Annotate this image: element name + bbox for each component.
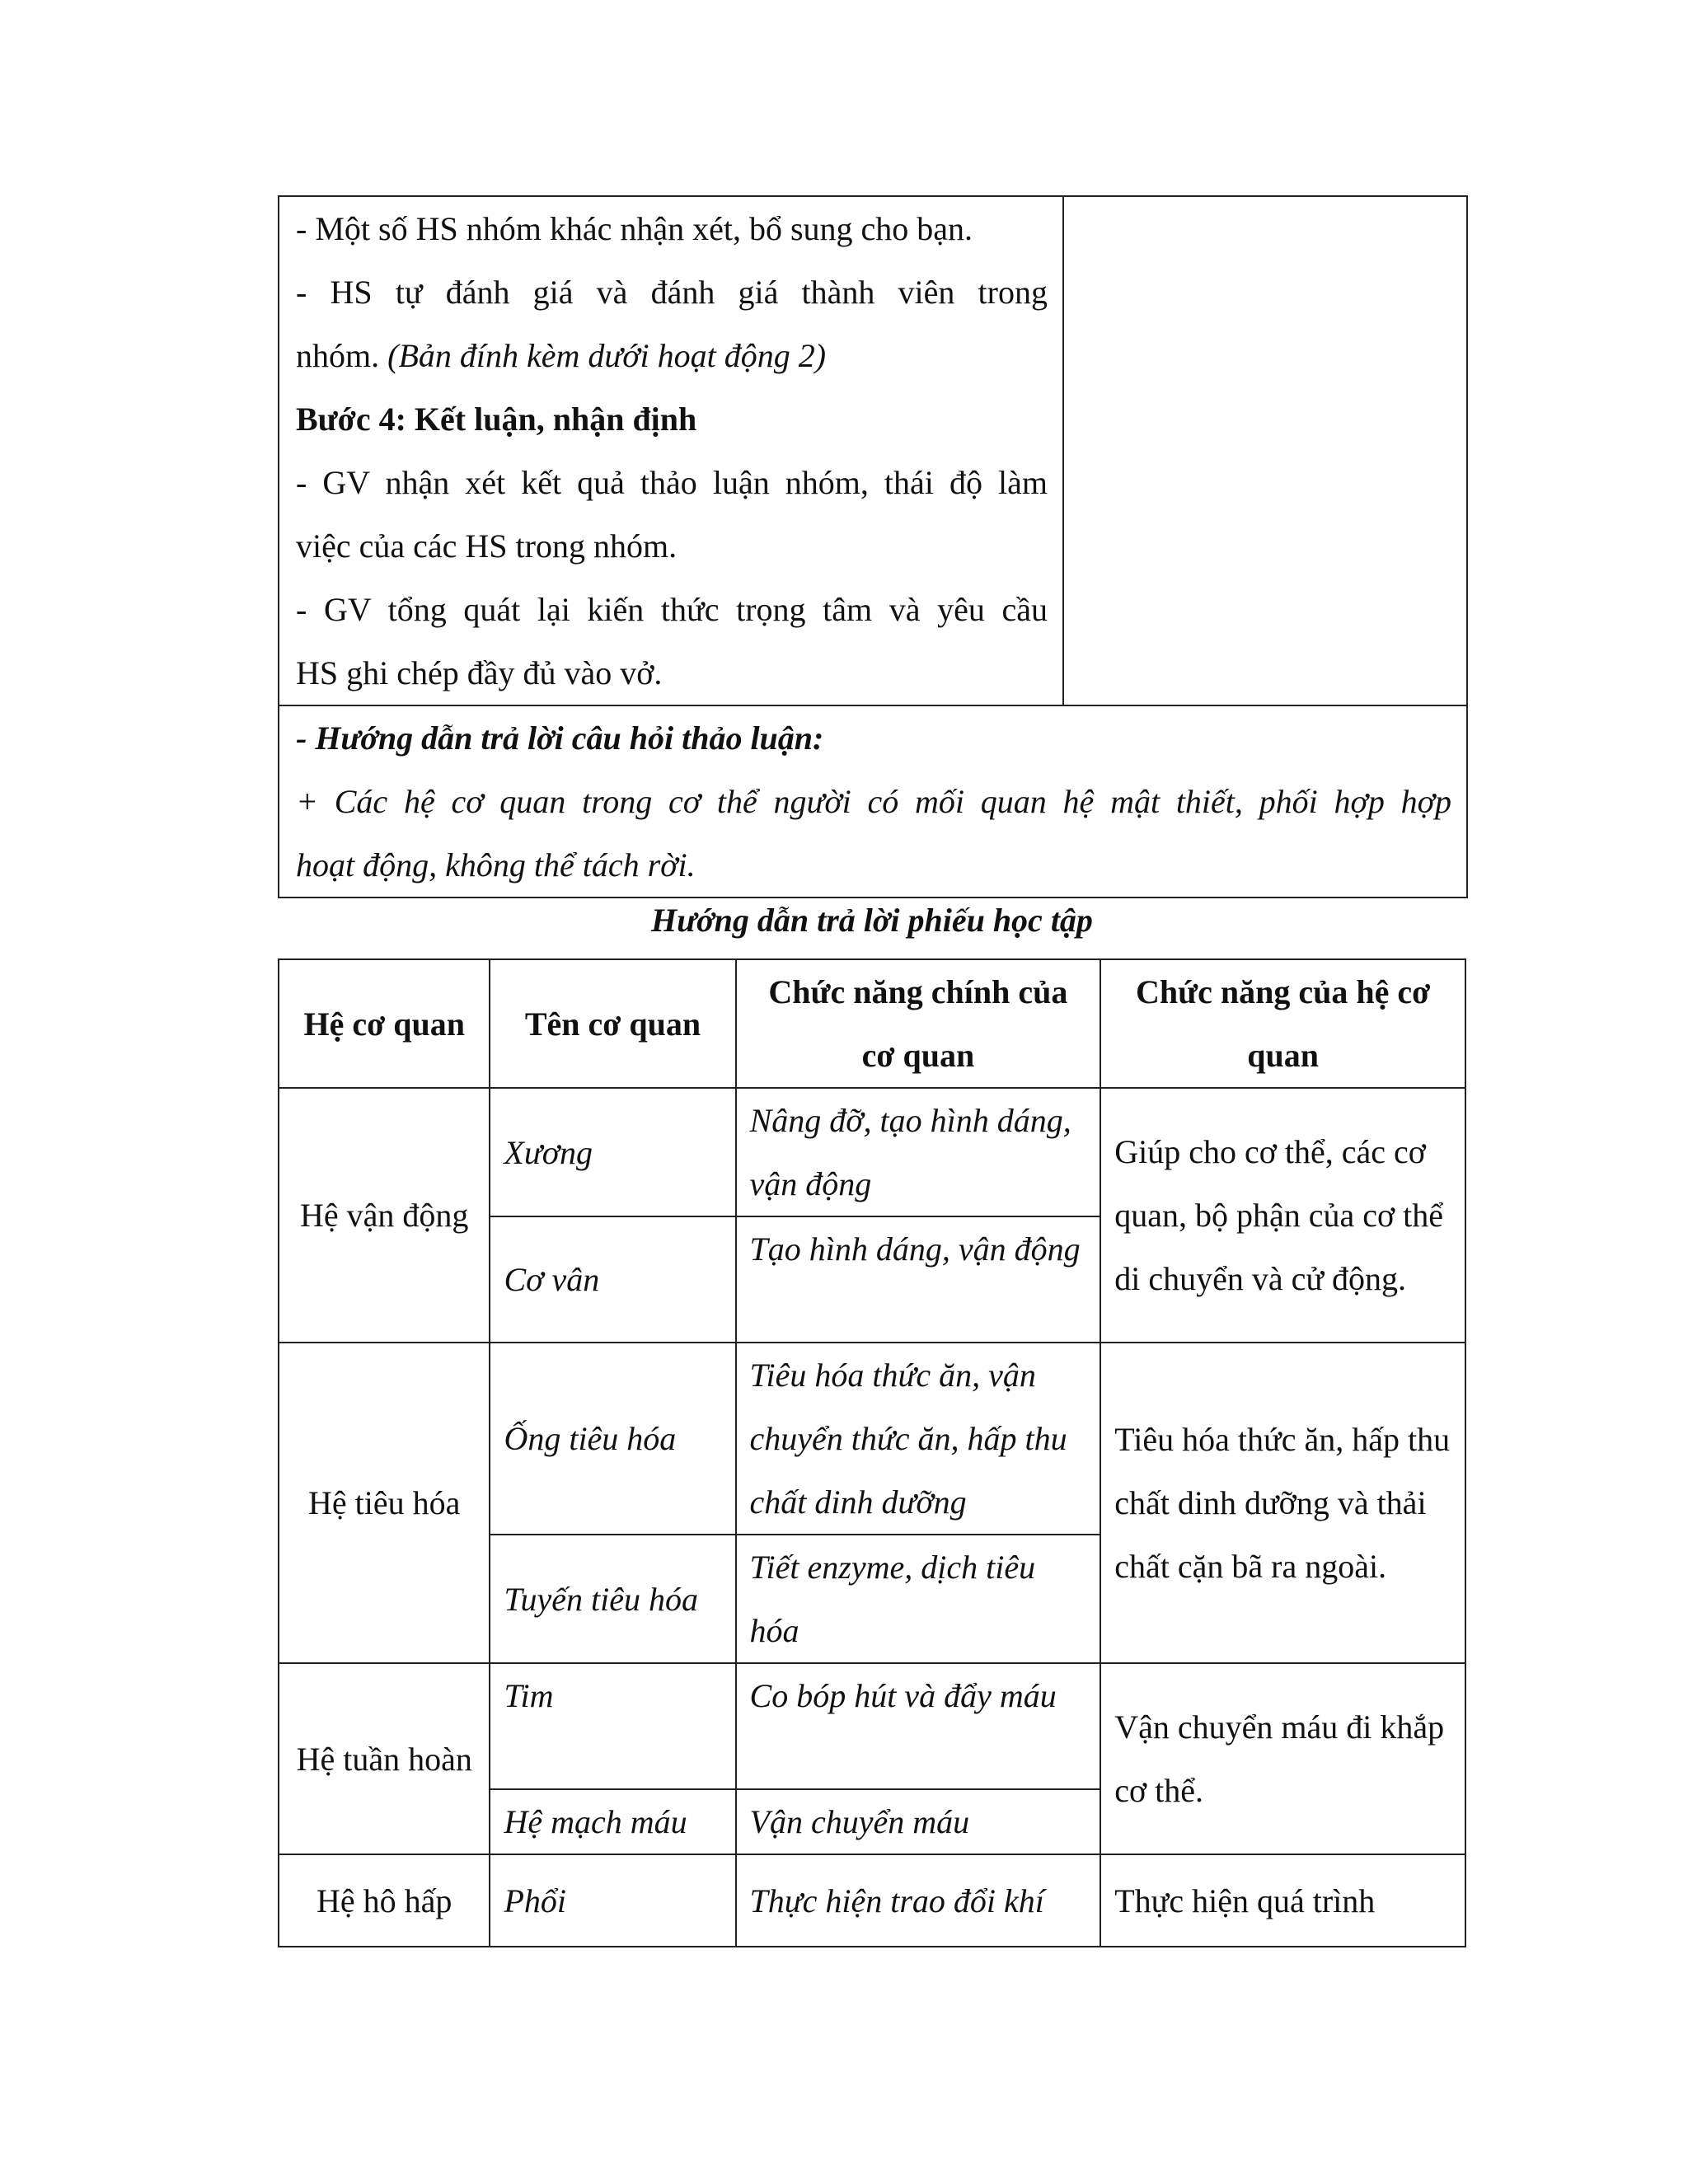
system-function: Tiêu hóa thức ăn, hấp thu chất dinh dưỡng và thải chất cặn bã ra ngoài. (1100, 1343, 1465, 1663)
activity-cell (279, 196, 1063, 705)
table-row (279, 1088, 1465, 1216)
organ-name: Cơ vân (490, 1216, 735, 1343)
activity-line: - GV nhận xét kết quả thảo luận nhóm, thái độ làm (296, 464, 1048, 501)
header-organ-function: Chức năng chính của cơ quan (736, 959, 1101, 1088)
activity-table (278, 195, 1468, 898)
activity-line: - GV tổng quát lại kiến thức trọng tâm và yêu cầu (296, 591, 1048, 628)
organ-function: Nâng đỡ, tạo hình dáng, vận động (736, 1088, 1101, 1216)
table-row (279, 1343, 1465, 1535)
header-row (279, 959, 1465, 1088)
table-row (279, 1854, 1465, 1947)
header-organ: Tên cơ quan (490, 959, 735, 1088)
organ-name: Tuyến tiêu hóa (490, 1535, 735, 1663)
organ-function: Thực hiện trao đổi khí (736, 1854, 1101, 1947)
organ-function: Tiết enzyme, dịch tiêu hóa (736, 1535, 1101, 1663)
activity-empty-cell (1063, 196, 1467, 705)
organ-name: Phổi (490, 1854, 735, 1947)
discussion-heading: - Hướng dẫn trả lời câu hỏi thảo luận: (296, 719, 824, 757)
activity-line: việc của các HS trong nhóm. (296, 527, 678, 565)
system-name: Hệ tiêu hóa (279, 1343, 490, 1663)
discussion-answer: + Các hệ cơ quan trong cơ thể người có mối quan hệ mật thiết, phối hợp hợp (296, 783, 1451, 820)
discussion-answer: hoạt động, không thể tách rời. (296, 846, 696, 883)
organ-name: Tim (490, 1663, 735, 1789)
organ-name: Hệ mạch máu (490, 1789, 735, 1854)
step-heading: Bước 4: Kết luận, nhận định (296, 401, 697, 438)
system-name: Hệ vận động (279, 1088, 490, 1343)
activity-line (296, 324, 1048, 387)
system-name: Hệ hô hấp (279, 1854, 490, 1947)
table-caption: Hướng dẫn trả lời phiếu học tập (651, 902, 1093, 939)
organ-name: Ống tiêu hóa (490, 1343, 735, 1535)
activity-line: HS ghi chép đầy đủ vào vở. (296, 654, 663, 691)
discussion-cell (279, 705, 1467, 898)
answer-table (278, 958, 1466, 1947)
activity-line-text: nhóm. (296, 337, 380, 374)
organ-function: Tạo hình dáng, vận động (736, 1216, 1101, 1343)
discussion-row (279, 705, 1467, 898)
system-function: Thực hiện quá trình (1100, 1854, 1465, 1947)
activity-row (279, 196, 1467, 705)
organ-function: Vận chuyển máu (736, 1789, 1101, 1854)
activity-line: - Một số HS nhóm khác nhận xét, bổ sung cho bạn. (296, 210, 973, 247)
table-row (279, 1663, 1465, 1789)
system-name: Hệ tuần hoàn (279, 1663, 490, 1854)
attachment-note: (Bản đính kèm dưới hoạt động 2) (387, 337, 827, 374)
system-function: Vận chuyển máu đi khắp cơ thể. (1100, 1663, 1465, 1854)
activity-line: - HS tự đánh giá và đánh giá thành viên trong (296, 274, 1048, 311)
system-function: Giúp cho cơ thể, các cơ quan, bộ phận của cơ thể di chuyển và cử động. (1100, 1088, 1465, 1343)
organ-function: Co bóp hút và đẩy máu (736, 1663, 1101, 1789)
header-system: Hệ cơ quan (279, 959, 490, 1088)
header-system-function: Chức năng của hệ cơ quan (1100, 959, 1465, 1088)
organ-name: Xương (490, 1088, 735, 1216)
organ-function: Tiêu hóa thức ăn, vận chuyển thức ăn, hấp thu chất dinh dưỡng (736, 1343, 1101, 1535)
